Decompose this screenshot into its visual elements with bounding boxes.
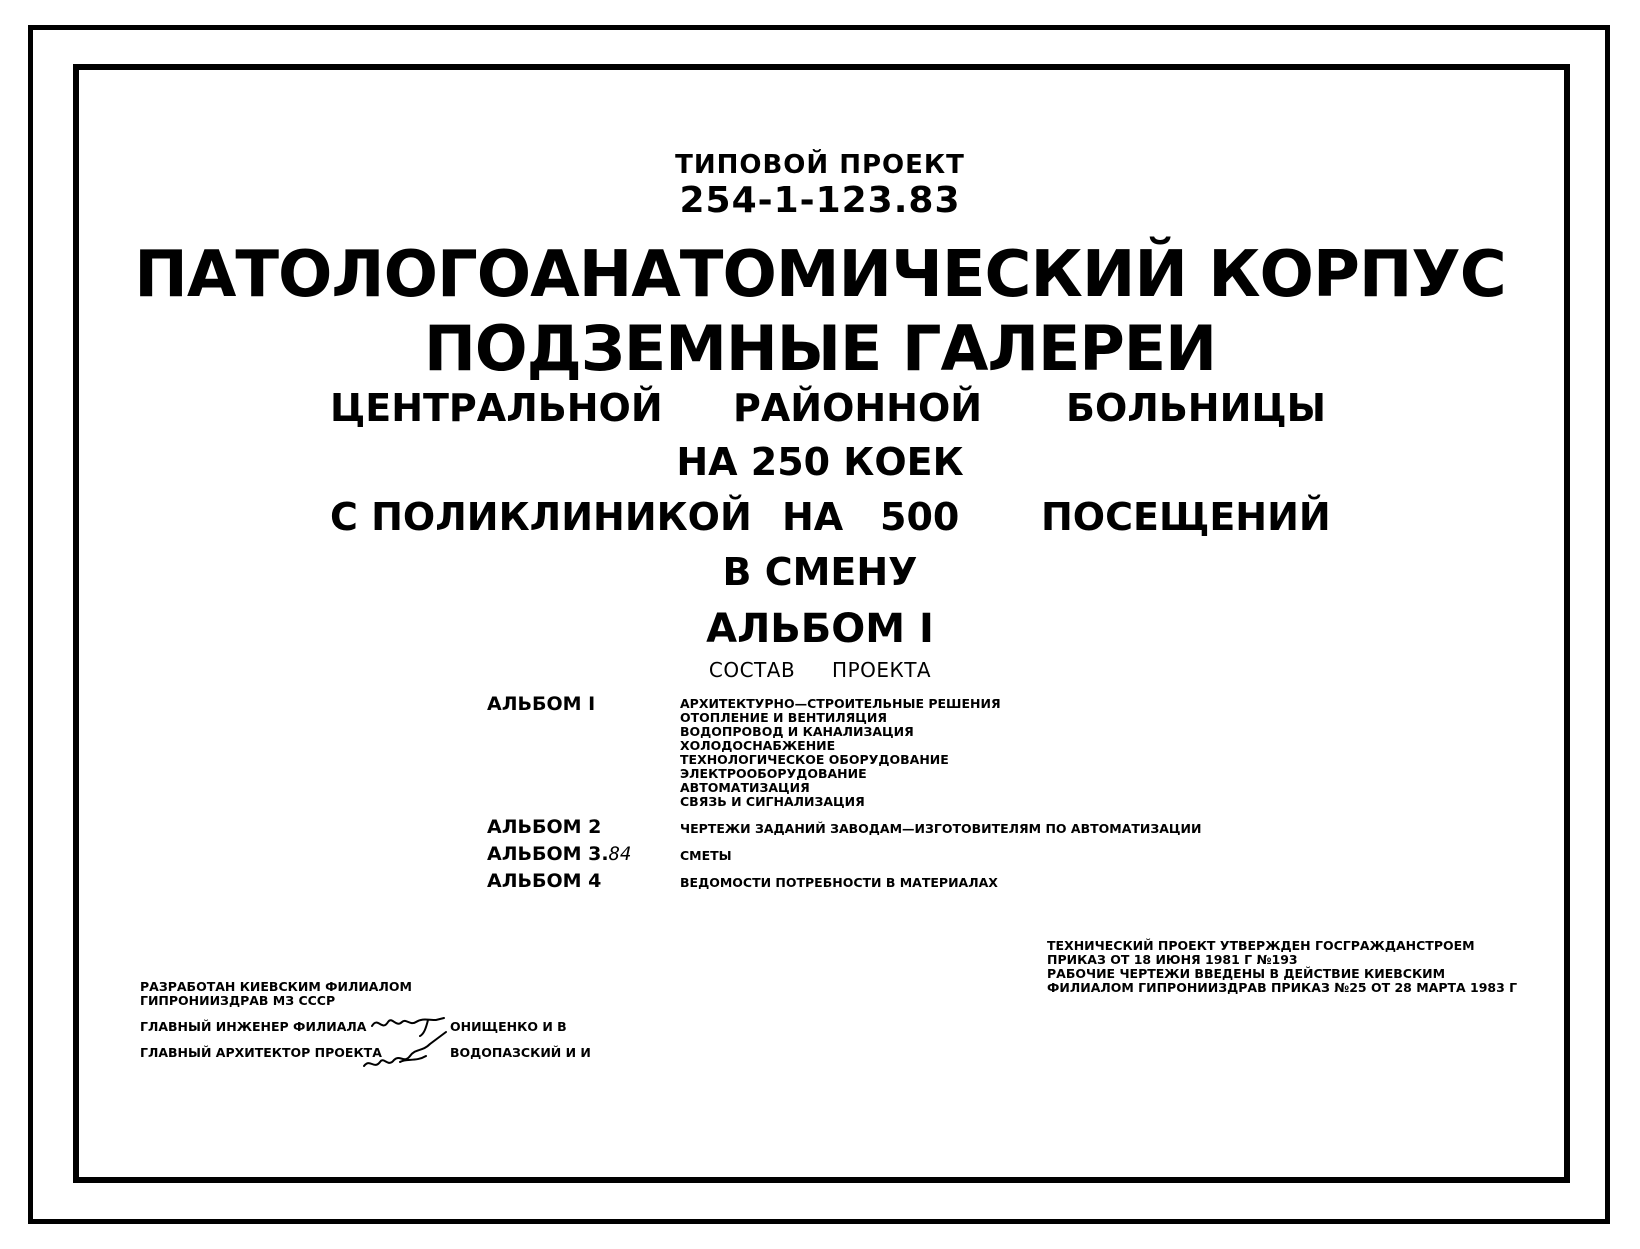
list-item: ТЕХНОЛОГИЧЕСКОЕ ОБОРУДОВАНИЕ — [680, 752, 949, 767]
title-line-5-word-3: 500 — [880, 495, 960, 539]
title-line-1: ПАТОЛОГОАНАТОМИЧЕСКИЙ КОРПУС — [134, 238, 1506, 312]
project-number: 254-1-123.83 — [679, 180, 961, 221]
list-item: ЭЛЕКТРООБОРУДОВАНИЕ — [680, 766, 867, 781]
title-line-3-word-2: РАЙОННОЙ — [733, 386, 983, 430]
album-2-label: АЛЬБОМ 2 — [487, 816, 602, 838]
list-item: ВОДОПРОВОД И КАНАЛИЗАЦИЯ — [680, 724, 914, 739]
title-line-4: НА 250 КОЕК — [676, 440, 964, 484]
album-title: АЛЬБОМ I — [706, 606, 934, 652]
album-4-label: АЛЬБОМ 4 — [487, 870, 602, 892]
album-3-label — [487, 843, 631, 865]
list-item: ОТОПЛЕНИЕ И ВЕНТИЛЯЦИЯ — [680, 710, 887, 725]
approval-line: ТЕХНИЧЕСКИЙ ПРОЕКТ УТВЕРЖДЕН ГОСГРАЖДАНСТРОЕМ — [1047, 938, 1475, 953]
list-item: ХОЛОДОСНАБЖЕНИЕ — [680, 738, 836, 753]
developer-line-1: РАЗРАБОТАН КИЕВСКИМ ФИЛИАЛОМ — [140, 979, 412, 994]
list-item: АВТОМАТИЗАЦИЯ — [680, 780, 810, 795]
approval-block — [1047, 939, 1517, 995]
album-3-label-text: АЛЬБОМ 3. — [487, 843, 609, 865]
album-1-label: АЛЬБОМ I — [487, 693, 596, 715]
developer-line-2: ГИПРОНИИЗДРАВ МЗ СССР — [140, 993, 336, 1008]
title-line-2: ПОДЗЕМНЫЕ ГАЛЕРЕИ — [424, 312, 1216, 385]
list-item: АРХИТЕКТУРНО—СТРОИТЕЛЬНЫЕ РЕШЕНИЯ — [680, 696, 1001, 711]
title-line-5-word-2: НА — [782, 495, 844, 539]
project-type: ТИПОВОЙ ПРОЕКТ — [675, 150, 965, 180]
title-line-5-word-4: ПОСЕЩЕНИЙ — [1041, 495, 1331, 539]
album-3-handwritten-suffix: 84 — [608, 843, 632, 865]
title-line-3-word-3: БОЛЬНИЦЫ — [1066, 386, 1327, 430]
album-1-contents — [680, 697, 1001, 809]
chief-engineer-name: ОНИЩЕНКО И В — [450, 1019, 567, 1034]
approval-line: ФИЛИАЛОМ ГИПРОНИИЗДРАВ ПРИКАЗ №25 ОТ 28 МАРТА 1983 Г — [1047, 980, 1518, 995]
title-line-6: В СМЕНУ — [722, 550, 918, 594]
title-line-3-word-1: ЦЕНТРАЛЬНОЙ — [330, 386, 663, 430]
list-item: СВЯЗЬ И СИГНАЛИЗАЦИЯ — [680, 794, 865, 809]
chief-architect-name: ВОДОПАЗСКИЙ И И — [450, 1045, 591, 1060]
composition-heading: СОСТАВ ПРОЕКТА — [708, 658, 932, 682]
album-2-contents: ЧЕРТЕЖИ ЗАДАНИЙ ЗАВОДАМ—ИЗГОТОВИТЕЛЯМ ПО АВТОМАТИЗАЦИИ — [680, 821, 1202, 836]
album-4-contents: ВЕДОМОСТИ ПОТРЕБНОСТИ В МАТЕРИАЛАХ — [680, 875, 998, 890]
chief-architect-signature — [360, 1028, 450, 1074]
approval-line: РАБОЧИЕ ЧЕРТЕЖИ ВВЕДЕНЫ В ДЕЙСТВИЕ КИЕВСКИМ — [1047, 966, 1446, 981]
chief-architect-role: ГЛАВНЫЙ АРХИТЕКТОР ПРОЕКТА — [140, 1045, 382, 1060]
chief-engineer-role: ГЛАВНЫЙ ИНЖЕНЕР ФИЛИАЛА — [140, 1019, 367, 1034]
developer-block — [140, 980, 412, 1008]
title-line-5-word-1: С ПОЛИКЛИНИКОЙ — [330, 495, 752, 539]
approval-line: ПРИКАЗ ОТ 18 ИЮНЯ 1981 Г №193 — [1047, 952, 1298, 967]
album-3-contents: СМЕТЫ — [680, 848, 732, 863]
